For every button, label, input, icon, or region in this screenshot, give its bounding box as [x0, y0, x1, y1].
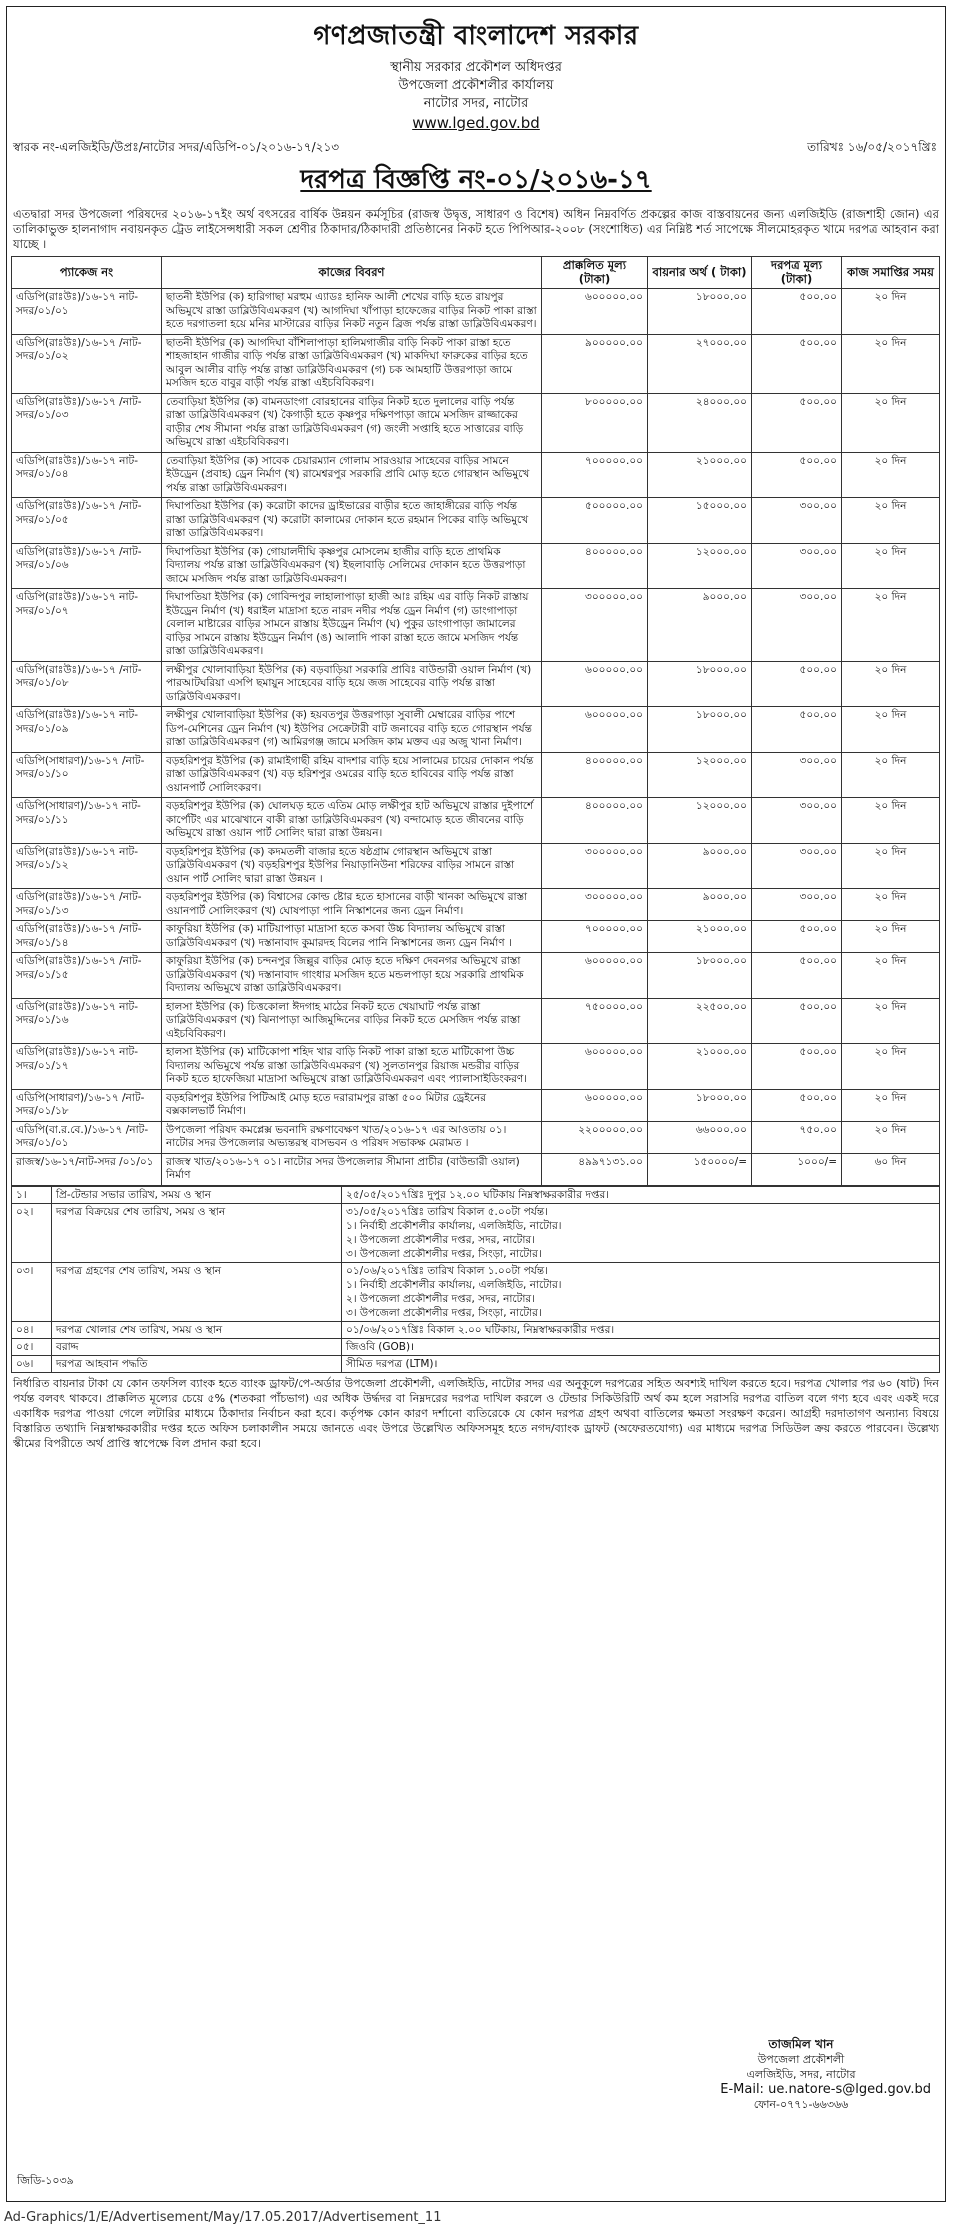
- table-row: [12, 1153, 940, 1185]
- col-header-package: প্যাকেজ নং: [12, 257, 162, 289]
- estimate-cell: ২২০০০০০.০০: [542, 1121, 648, 1153]
- earnest-cell: ১২০০০.০০: [648, 798, 752, 844]
- time-cell: ২০ দিন: [842, 543, 940, 589]
- earnest-cell: ৯০০০.০০: [648, 843, 752, 889]
- schedule-table: [11, 1186, 940, 1373]
- table-row: [12, 707, 940, 753]
- website-link[interactable]: www.lged.gov.bd: [412, 114, 540, 132]
- schedule-detail-line: ২। উপজেলা প্রকৌশলীর দপ্তর, সদর, নাটোর।: [346, 1292, 535, 1305]
- schedule-detail: [342, 1203, 940, 1262]
- schedule-detail-line: ২। উপজেলা প্রকৌশলীর দপ্তর, সদর, নাটোর।: [346, 1233, 535, 1246]
- col-header-description: কাজের বিবরণ: [162, 257, 542, 289]
- package-cell: এডিপি(রাঃউঃ)/১৬-১৭ /নাট-সদর/০১/০৬: [12, 543, 162, 589]
- package-cell: এডিপি(রাঃউঃ)/১৬-১৭ /নাট-সদর/০১/০৫: [12, 498, 162, 544]
- fee-cell: ৫০০.০০: [752, 998, 842, 1044]
- table-row: [12, 1044, 940, 1090]
- fee-cell: ৩০০.০০: [752, 498, 842, 544]
- earnest-cell: ৬৬০০০.০০: [648, 1121, 752, 1153]
- fee-cell: ৫০০.০০: [752, 953, 842, 999]
- col-header-fee: দরপত্র মূল্য (টাকা): [752, 257, 842, 289]
- table-row: [12, 543, 940, 589]
- package-cell: এডিপি(রাঃউঃ)/১৬-১৭ নাট-সদর/০১/১৭: [12, 1044, 162, 1090]
- package-cell: এডিপি(সাধারণ)/১৬-১৭ /নাট-সদর/০১/১৮: [12, 1089, 162, 1121]
- schedule-row: [12, 1321, 940, 1338]
- table-row: [12, 589, 940, 662]
- signature-block: [671, 2037, 931, 2112]
- schedule-label: দরপত্র আহবান পদ্ধতি: [52, 1355, 342, 1372]
- time-cell: ২০ দিন: [842, 452, 940, 498]
- schedule-number: ০৬।: [12, 1355, 52, 1372]
- schedule-row: [12, 1262, 940, 1321]
- earnest-cell: ২১০০০.০০: [648, 1044, 752, 1090]
- earnest-cell: ১৮০০০.০০: [648, 707, 752, 753]
- fee-cell: ৫০০.০০: [752, 707, 842, 753]
- earnest-cell: ৯০০০.০০: [648, 589, 752, 662]
- fee-cell: ৭৫০.০০: [752, 1121, 842, 1153]
- description-cell: হালসা ইউপির (ক) মাটিকোপা শহিদ খার বাড়ি নিকট পাকা রাস্তা হতে মাটিকোপা উচ্চ বিদ্যালয় অভিমুখে পর্যন্ত রাস্তা ডাব্লিউবিএমকরণ (খ) সুলতানপুর রিয়াজ মন্ডরীর বাড়ির নিকট হতে হাফেজিয়া মাদ্রাসা অভিমুখে রাস্তা ডাব্লিউবিএমকরণ এবং প্যালাসাইডিংকরণ।: [162, 1044, 542, 1090]
- time-cell: ২০ দিন: [842, 707, 940, 753]
- fee-cell: ৫০০.০০: [752, 921, 842, 953]
- package-cell: এডিপি(রাঃউঃ)/১৬-১৭ /নাট-সদর/০১/১৩: [12, 889, 162, 921]
- package-cell: এডিপি(রাঃউঃ)/১৬-১৭ নাট-সদর/০১/০৭: [12, 589, 162, 662]
- schedule-number: ০৫।: [12, 1338, 52, 1355]
- description-cell: ছাতনী ইউপির (ক) আগদিঘা বাঁশিলাপাড়া হালিমগাজীর বাড়ি নিকট পাকা রাস্তা হতে শাহজাহান গাজীর বাড়ি পর্যন্ত রাস্তা ডাব্লিউবিএমকরণ (খ) মাকদিঘা ফারুকের বাড়ির হতে আবুল আলীর বাড়ি পর্যন্ত রাস্তা ডাব্লিউবিএমকরণ (গ) চক আমহাটি উত্তরপাড়া জামে মসজিদ হতে বাবুর বাড়ী পর্যন্ত রাস্তা এইচবিবিকরণ।: [162, 334, 542, 393]
- fee-cell: ৫০০.০০: [752, 452, 842, 498]
- col-header-time: কাজ সমাপ্তির সময়: [842, 257, 940, 289]
- time-cell: ২০ দিন: [842, 998, 940, 1044]
- time-cell: ২০ দিন: [842, 393, 940, 452]
- package-cell: এডিপি(রাঃউঃ)/১৬-১৭ /নাট-সদর/০১/১৪: [12, 921, 162, 953]
- table-row: [12, 1121, 940, 1153]
- fee-cell: ৫০০.০০: [752, 1044, 842, 1090]
- description-cell: লক্ষীপুর খোলাবাড়িয়া ইউপির (ক) বড়বাড়িয়া সরকারি প্রাবিঃ বাউন্ডারী ওয়াল নির্মাণ (খ) পারআটঘরিয়া এসপি ছমায়ুন সাহেবের বাড়ি হয়ে জজ সাহেবের বাড়ি পর্যন্ত রাস্তা ডাব্লিউবিএমকরণ।: [162, 661, 542, 707]
- memo-number: স্বারক নং-এলজিইডি/উপ্রঃ/নাটোর সদর/এডিপি-০১/২০১৬-১৭/২১৩: [13, 140, 340, 154]
- estimate-cell: ৬০০০০০.০০: [542, 707, 648, 753]
- description-cell: তেবাড়িয়া ইউপির (ক) বামনডাংগা বোরহানের বাড়ির নিকট হতে দুলালের বাড়ি পর্যন্ত রাস্তা ডাব্লিউবিএমকরণ (খ) কৈগাড়ী হতে কৃষ্ণপুর দক্ষিণপাড়া জামে মসজিদ রাজ্জাকের বাড়ীর শেষ সীমানা পর্যন্ত রাস্তা ডাব্লিউবিএমকরণ (গ) জংলী সপ্তাহি হতে সাত্তারের বাড়ি অভিমুখে রাস্তা এইচবিবিকরণ।: [162, 393, 542, 452]
- time-cell: ২০ দিন: [842, 889, 940, 921]
- earnest-cell: ১৫০০০.০০: [648, 498, 752, 544]
- description-cell: হালসা ইউপির (ক) চিত্তকোলা ঈদগাহ মাঠের নিকট হতে খেয়াঘাট পর্যন্ত রাস্তা ডাব্লিউবিএমকরণ (খ) ঝিনাপাড়া আজিমুদ্দিনের বাড়ির নিকট হতে মেসজিদ পর্যন্ত রাস্তা এইচবিবিকরণ।: [162, 998, 542, 1044]
- earnest-cell: ১২০০০.০০: [648, 543, 752, 589]
- description-cell: লক্ষীপুর খোলাবাড়িয়া ইউপির (ক) হয়বতপুর উত্তরপাড়া সুবালী মেম্বারের বাড়ির পাশে ডিপ-মেশিনের ড্রেন নির্মাণ (খ) ইউপির সেক্রেটারী বাট জনাবের বাড়ি হতে গোরস্থান পর্যন্ত রাস্তা ডাব্লিউবিএমকরণ (গ) আমিরগঞ্জ জামে মসজিদ কাম মক্তব এর অজু খানা নির্মাণ।: [162, 707, 542, 753]
- schedule-detail: [342, 1262, 940, 1321]
- col-header-earnest: বায়নার অর্থ ( টাকা): [648, 257, 752, 289]
- package-cell: এডিপি(রাঃউঃ)/১৬-১৭ /নাট-সদর/০১/১৫: [12, 953, 162, 999]
- schedule-label: বরাদ্দ: [52, 1338, 342, 1355]
- time-cell: ২০ দিন: [842, 1044, 940, 1090]
- signatory-name: তাজমিল খান: [768, 2037, 834, 2051]
- schedule-label: দরপত্র গ্রহণের শেষ তারিখ, সময় ও স্থান: [52, 1262, 342, 1321]
- signatory-office: এলজিইডি, সদর, নাটোর: [746, 2068, 856, 2081]
- fee-cell: ১০০০/=: [752, 1153, 842, 1185]
- time-cell: ২০ দিন: [842, 289, 940, 335]
- intro-paragraph: এতদ্বারা সদর উপজেলা পরিষদের ২০১৬-১৭ইং অর্থ বৎসরের বার্ষিক উন্নয়ন কর্মসূচির (রাজস্ব উদ্বৃত্ত, সাধারণ ও বিশেষ) অধিন নিম্নবর্ণিত প্রকল্পের কাজ বাস্তবায়নের জন্য এলজিইডি (রাজশাহী জোন) এর তালিকাভুক্ত হালনাগাদ নবায়নকৃত ট্রেড লাইসেন্সধারী সকল শ্রেণীর ঠিকাদার/ঠিকাদারী প্রতিষ্ঠানের নিকট হতে পিপিআর-২০০৮ (সংশোধিত) এর নিম্নিষ্ট শর্ত সাপেক্ষে সীলমোহরকৃত খামে দরপত্র আহবান করা যাচ্ছে ।: [13, 207, 939, 251]
- package-cell: এডিপি(রাঃউঃ)/১৬-১৭ নাট-সদর/০১/১২: [12, 843, 162, 889]
- notice-title: দরপত্র বিজ্ঞপ্তি নং-০১/২০১৬-১৭: [300, 165, 652, 195]
- package-cell: এডিপি(বা.র.বে.)/১৬-১৭ /নাট-সদর/০১/০১: [12, 1121, 162, 1153]
- schedule-label: দরপত্র বিক্রয়ের শেষ তারিখ, সময় ও স্থান: [52, 1203, 342, 1262]
- table-header-row: [12, 257, 940, 289]
- description-cell: বড়হরিশপুর ইউপির (ক) ঘোলঘড় হতে এতিম মোড় লক্ষীপুর হাট অভিমুখে রাস্তার দুইপার্শে কার্পেটিং এর মাঝেখানে বাকী রাস্তা ডাব্লিউবিএমকরণ (খ) বন্দামোড় হতে জীবনের বাড়ি অভিমুখে রাস্তা ওয়ান পার্ট সোলিং দ্বারা রাস্তা উন্নয়ন।: [162, 798, 542, 844]
- signatory-phone: ফোন-০৭৭১-৬৬৩৬৬: [753, 2098, 849, 2111]
- notice-date: তারিখঃ ১৬/০৫/২০১৭খ্রিঃ: [807, 140, 937, 154]
- time-cell: ২০ দিন: [842, 334, 940, 393]
- earnest-cell: ২৭০০০.০০: [648, 334, 752, 393]
- schedule-row: [12, 1203, 940, 1262]
- description-cell: বড়হরিশপুর ইউপির (ক) রামাইগাছী রহিম বাদশার বাড়ি হয়ে সালামের চায়ের দোকান পর্যন্ত রাস্তা ডাব্লিউবিএমকরণ (খ) বড় হরিশপুর ওমরের বাড়ি হতে হাবিবের বাড়ি পর্যন্ত রাস্তা ওয়ানপার্ট সোলিংকরণ।: [162, 752, 542, 798]
- earnest-cell: ১৫০০০০/=: [648, 1153, 752, 1185]
- time-cell: ২০ দিন: [842, 752, 940, 798]
- description-cell: উপজেলা পরিষদ কমপ্লেক্স ভবনাদি রক্ষণাবেক্ষণ খাত/২০১৬-১৭ এর আওতায় ০১। নাটোর সদর উপজেলার অভ্যন্তরস্থ বাসভবন ও পরিষদ সভাকক্ষ মেরামত ।: [162, 1121, 542, 1153]
- estimate-cell: ৪০০০০০.০০: [542, 752, 648, 798]
- description-cell: দিঘাপতিয়া ইউপির (ক) গোয়ালদীঘি কৃষ্ণপুর মোসলেম হাজীর বাড়ি হতে প্রাথমিক বিদ্যালয় পর্যন্ত রাস্তা ডাব্লিউবিএমকরণ (খ) ইছলাবাড়ি সেলিমের দোকান হতে উত্তরপাড়া জামে মসজিদ পর্যন্ত রাস্তা ডাব্লিউবিএমকরণ।: [162, 543, 542, 589]
- fee-cell: ৩০০.০০: [752, 752, 842, 798]
- table-row: [12, 334, 940, 393]
- fee-cell: ৫০০.০০: [752, 1089, 842, 1121]
- fee-cell: ৫০০.০০: [752, 661, 842, 707]
- package-cell: এডিপি(রাঃউঃ)/১৬-১৭ /নাট-সদর/০১/০৮: [12, 661, 162, 707]
- schedule-detail: [342, 1338, 940, 1355]
- description-cell: কাফুরিয়া ইউপির (ক) মাটিয়াপাড়া মাদ্রাসা হতে কসবা উচ্চ বিদ্যালয় অভিমুখে রাস্তা ডাব্লিউবিএমকরণ (খ) দস্তানাবাদ কুমারদহ বিলের পানি নিস্কাশনের জন্য ড্রেন নির্মাণ ।: [162, 921, 542, 953]
- ad-code: জিডি-১০৩৯: [17, 2174, 74, 2187]
- schedule-number: ০২।: [12, 1203, 52, 1262]
- schedule-detail-line: ৩। উপজেলা প্রকৌশলীর দপ্তর, সিংড়া, নাটোর।: [346, 1306, 542, 1319]
- table-row: [12, 953, 940, 999]
- fee-cell: ৩০০.০০: [752, 589, 842, 662]
- time-cell: ২০ দিন: [842, 661, 940, 707]
- time-cell: ২০ দিন: [842, 589, 940, 662]
- estimate-cell: ৬০০০০০.০০: [542, 953, 648, 999]
- earnest-cell: ১২০০০.০০: [648, 752, 752, 798]
- table-row: [12, 843, 940, 889]
- table-row: [12, 752, 940, 798]
- package-table: [11, 256, 940, 1186]
- package-cell: এডিপি(রাঃউঃ)/১৬-১৭ নাট-সদর/০১/১৬: [12, 998, 162, 1044]
- description-cell: কাফুরিয়া ইউপির (ক) চন্দনপুর জিল্লুর বাড়ির মোড় হতে দক্ষিণ দেবনগর অভিমুখে রাস্তা ডাব্লিউবিএমকরণ (খ) দস্তানাবাদ গাংধার মসজিদ হতে মন্ডলপাড়া হয়ে সরকারি প্রাথমিক বিদ্যালয় অভিমুখে রাস্তা ডাব্লিউবিএমকরণ।: [162, 953, 542, 999]
- fee-cell: ৩০০.০০: [752, 843, 842, 889]
- schedule-detail: [342, 1355, 940, 1372]
- estimate-cell: ৬০০০০০.০০: [542, 1089, 648, 1121]
- fee-cell: ৩০০.০০: [752, 543, 842, 589]
- estimate-cell: ৬০০০০০.০০: [542, 661, 648, 707]
- table-row: [12, 1089, 940, 1121]
- package-cell: এডিপি(রাঃউঃ)/১৬-১৭ /নাট-সদর/০১/০২: [12, 334, 162, 393]
- schedule-row: [12, 1338, 940, 1355]
- reference-row: [7, 135, 945, 157]
- estimate-cell: ৪৯৯৭১৩১.০০: [542, 1153, 648, 1185]
- time-cell: ২০ দিন: [842, 843, 940, 889]
- office-name: উপজেলা প্রকৌশলীর কার্যালয়: [398, 78, 554, 93]
- schedule-label: দরপত্র খোলার শেষ তারিখ, সময় ও স্থান: [52, 1321, 342, 1338]
- description-cell: বড়হরিশপুর ইউপির (ক) বিশ্বাসের কোল্ড ষ্টোর হতে হাসানের বাড়ী খানকা অভিমুখে রাস্তা ওয়ানপার্ট সোলিংকরণ (খ) ঘোষপাড়া পানি নিস্কাশনের জন্য ড্রেন নির্মাণ।: [162, 889, 542, 921]
- estimate-cell: ৬০০০০০.০০: [542, 1044, 648, 1090]
- department-name: স্থানীয় সরকার প্রকৌশল অধিদপ্তর: [390, 60, 562, 75]
- earnest-cell: ১৮০০০.০০: [648, 661, 752, 707]
- time-cell: ২০ দিন: [842, 953, 940, 999]
- estimate-cell: ৭৫০০০০.০০: [542, 998, 648, 1044]
- time-cell: ২০ দিন: [842, 1089, 940, 1121]
- schedule-label: প্রি-টেন্ডার সভার তারিখ, সময় ও স্থান: [52, 1186, 342, 1203]
- description-cell: ছাতনী ইউপির (ক) হারিগাছা মরহুম এ্যাডঃ হানিফ আলী শেখের বাড়ি হতে রায়পুর অভিমুখে রাস্তা ডাব্লিউবিএমকরণ (খ) আগদিঘা খাঁপাড়া হাফেজের বাড়ির নিকট পাকা রাস্তা হতে দরগাতলা হয়ে মনির মাস্টারের বাড়ির নিকট নতুন ব্রিজ পর্যন্ত রাস্তা ডাব্লিউবিএমকরণ।: [162, 289, 542, 335]
- table-row: [12, 452, 940, 498]
- time-cell: ২০ দিন: [842, 1121, 940, 1153]
- table-row: [12, 889, 940, 921]
- schedule-detail-line: সীমিত দরপত্র (LTM)।: [346, 1357, 438, 1370]
- schedule-detail-line: ১। নির্বাহী প্রকৌশলীর কার্যালয়, এলজিইডি, নাটোর।: [346, 1219, 562, 1232]
- table-row: [12, 661, 940, 707]
- time-cell: ২০ দিন: [842, 498, 940, 544]
- fee-cell: ৫০০.০০: [752, 334, 842, 393]
- fee-cell: ৫০০.০০: [752, 289, 842, 335]
- col-header-estimate: প্রাক্কলিত মূল্য (টাকা): [542, 257, 648, 289]
- table-row: [12, 921, 940, 953]
- schedule-detail: [342, 1321, 940, 1338]
- estimate-cell: ৭০০০০০.০০: [542, 452, 648, 498]
- earnest-cell: ১৮০০০.০০: [648, 1089, 752, 1121]
- description-cell: তেবাড়িয়া ইউপির (ক) সাবেক চেয়ারম্যান গোলাম সারওয়ার সাহেবের বাড়ির সামনে ইউড্রেন (প্রবাহ) ড্রেন নির্মাণ (খ) রামেশ্বরপুর সরকারি প্রাবি মোড় হতে গোরস্থান অভিমুখে পর্যন্ত রাস্তা ডাব্লিউবিএমকরণ।: [162, 452, 542, 498]
- signatory-designation: উপজেলা প্রকৌশলী: [757, 2053, 845, 2066]
- description-cell: দিঘাপতিয়া ইউপির (ক) করোটা কাদের ড্রাইভারের বাড়ীর হতে জাহাঙ্গীরের বাড়ি পর্যন্ত রাস্তা ডাব্লিউবিএমকরণ (খ) করোটা কালামের দোকান হতে রহমান পিকের বাড়ি অভিমুখে রাস্তা ডাব্লিউবিএমকরণ।: [162, 498, 542, 544]
- package-cell: এডিপি(রাঃউঃ)/১৬-১৭ নাট-সদর/০১/০৪: [12, 452, 162, 498]
- fee-cell: ৩০০.০০: [752, 798, 842, 844]
- package-cell: এডিপি(সাধারণ)/১৬-১৭ /নাট-সদর/০১/১০: [12, 752, 162, 798]
- package-cell: এডিপি(সাধারণ)/১৬-১৭ নাট-সদর/০১/১১: [12, 798, 162, 844]
- estimate-cell: ৪০০০০০.০০: [542, 798, 648, 844]
- estimate-cell: ৭০০০০০.০০: [542, 921, 648, 953]
- earnest-cell: ১৮০০০.০০: [648, 953, 752, 999]
- schedule-row: [12, 1186, 940, 1203]
- package-cell: রাজস্ব/১৬-১৭/নাট-সদর /০১/০১: [12, 1153, 162, 1185]
- tender-notice-page: [6, 6, 946, 2202]
- fee-cell: ৩০০.০০: [752, 889, 842, 921]
- package-cell: এডিপি(রাঃউঃ)/১৬-১৭ /নাট-সদর/০১/০৩: [12, 393, 162, 452]
- schedule-detail-line: ৩১/০৫/২০১৭খ্রিঃ তারিখ বিকাল ৫.০০টা পর্যন্ত।: [346, 1205, 548, 1218]
- table-row: [12, 798, 940, 844]
- earnest-cell: ৯০০০.০০: [648, 889, 752, 921]
- earnest-cell: ১৮০০০.০০: [648, 289, 752, 335]
- schedule-number: ১।: [12, 1186, 52, 1203]
- package-cell: এডিপি(রাঃউঃ)/১৬-১৭ নাট-সদর/০১/০৯: [12, 707, 162, 753]
- schedule-detail-line: ০১/০৬/২০১৭খ্রিঃ তারিখ বিকাল ১.০০টা পর্যন্ত।: [346, 1264, 548, 1277]
- schedule-number: ০৩।: [12, 1262, 52, 1321]
- fee-cell: ৫০০.০০: [752, 393, 842, 452]
- earnest-cell: ২১০০০.০০: [648, 452, 752, 498]
- terms-paragraph: নির্ধারিত বায়নার টাকা যে কোন তফসিল ব্যাংক হতে ব্যাংক ড্রাফট/পে-অর্ডার উপজেলা প্রকৌশলী, এলজিইডি, নাটোর সদর এর অনুকূলে দরপত্রের সহিত অবশ্যই দাখিল করতে হবে। দরপত্র খোলার পর ৬০ (ষাট) দিন পর্যন্ত বলবৎ থাকবে। প্রাক্কলিত মূল্যের চেয়ে ৫% (শতকরা পাঁচভাগ) এর অধিক উর্দ্ধদর বা নিম্নদরের দরপত্র দাখিল করলে ও টেন্ডার সিকিউরিটি অর্থ কম হলে সরাসরি দরপত্র বাতিল বলে গণ্য হবে এবং একই দরে একাধিক দরপত্র পাওয়া গেলে লটারির মাধ্যমে ঠিকাদার নির্বাচন করা হবে। কর্তৃপক্ষ কোন কারণ দর্শানো ব্যতিরেকে যে কোন দরপত্র গ্রহণ অথবা বাতিলের ক্ষমতা সংরক্ষণ করেন। আগ্রহী দরদাতাগণ অন্যান্য বিষয়ে বিস্তারিত তথ্যাদি নিম্নস্বাক্ষরকারীর দপ্তর হতে অফিস চলাকালীন সময়ে জানতে এবং উপরে উল্লেখিত অফিসসমূহ হতে নগদ/ব্যাংক ড্রাফট (অফেরতযোগ্য) এর মাধ্যমে দরপত্র সিডিউল ক্রয় করতে পারবেন। উল্লেখ্য স্কীমের বিপরীতে অর্থ প্রাপ্তি স্বাপেক্ষে বিল প্রদান করা হবে।: [13, 1376, 939, 1450]
- estimate-cell: ৩০০০০০.০০: [542, 889, 648, 921]
- schedule-detail-line: ০১/০৬/২০১৭খ্রিঃ বিকাল ২.০০ ঘটিকায়, নিম্নস্বাক্ষরকারীর দপ্তর।: [346, 1323, 615, 1336]
- table-row: [12, 289, 940, 335]
- table-row: [12, 393, 940, 452]
- table-row: [12, 998, 940, 1044]
- schedule-detail: [342, 1186, 940, 1203]
- estimate-cell: ৪০০০০০.০০: [542, 543, 648, 589]
- description-cell: বড়হরিশপুর ইউপির (ক) কদমতলী বাজার হতে ষষ্ঠগ্রাম গোরস্থান অভিমুখে রাস্তা ডাব্লিউবিএমকরণ (খ) বড়হরিশপুর ইউপির নিয়াড়ানিউনা শরিফের বাড়ির সামনে রাস্তা ওয়ান পার্ট সোলিং দ্বারা রাস্তা উন্নয়ন ।: [162, 843, 542, 889]
- letterhead: [7, 15, 945, 133]
- estimate-cell: ৬০০০০০.০০: [542, 289, 648, 335]
- office-location: নাটোর সদর, নাটোর: [423, 96, 529, 111]
- earnest-cell: ২২৫০০.০০: [648, 998, 752, 1044]
- schedule-detail-line: ৩। উপজেলা প্রকৌশলীর দপ্তর, সিংড়া, নাটোর।: [346, 1247, 542, 1260]
- earnest-cell: ২৪০০০.০০: [648, 393, 752, 452]
- bottom-file-path: Ad-Graphics/1/E/Advertisement/May/17.05.2017/Advertisement_11: [4, 2210, 442, 2225]
- government-title: গণপ্রজাতন্ত্রী বাংলাদেশ সরকার: [313, 21, 639, 51]
- estimate-cell: ৯০০০০০.০০: [542, 334, 648, 393]
- package-cell: এডিপি(রাঃউঃ)/১৬-১৭ নাট-সদর/০১/০১: [12, 289, 162, 335]
- estimate-cell: ৮০০০০০.০০: [542, 393, 648, 452]
- schedule-detail-line: ১। নির্বাহী প্রকৌশলীর কার্যালয়, এলজিইডি, নাটোর।: [346, 1278, 562, 1291]
- schedule-row: [12, 1355, 940, 1372]
- description-cell: দিঘাপতিয়া ইউপির (ক) গোবিন্দপুর লাহালাপাড়া হাজী আঃ রহিম এর বাড়ি নিকট রাস্তায় ইউড্রেন নির্মাণ (খ) ধরাইল মাদ্রাসা হতে নারদ নদীর পর্যন্ত ড্রেন নির্মাণ (গ) ডাংগাপাড়া বেলাল মাষ্টারের বাড়ির সামনে রাস্তায় ইউড্রেন নির্মাণ (ঘ) পুকুর ডাংগাপাড়া জামালের বাড়ির সামনে রাস্তায় ইউড্রেন নির্মাণ (ঙ) আলাদি পাকা রাস্তা হতে জামে মসজিদ পর্যন্ত রাস্তা ডাব্লিউবিএমকরণ।: [162, 589, 542, 662]
- earnest-cell: ২১০০০.০০: [648, 921, 752, 953]
- description-cell: রাজস্ব খাত/২০১৬-১৭ ০১। নাটোর সদর উপজেলার সীমানা প্রাচীর (বাউন্ডারী ওয়াল) নির্মাণ: [162, 1153, 542, 1185]
- schedule-detail-line: জিওবি (GOB)।: [346, 1340, 415, 1353]
- description-cell: বড়হরিশপুর ইউপির পিটিআই মোড় হতে দরারামপুর রাস্তা ৫০০ মিটার ড্রেইনের বক্সকালভার্ট নির্মাণ।: [162, 1089, 542, 1121]
- time-cell: ২০ দিন: [842, 798, 940, 844]
- time-cell: ২০ দিন: [842, 921, 940, 953]
- table-row: [12, 498, 940, 544]
- schedule-detail-line: ২৫/০৫/২০১৭খ্রিঃ দুপুর ১২.০০ ঘটিকায় নিম্নস্বাক্ষরকারীর দপ্তর।: [346, 1188, 610, 1201]
- estimate-cell: ৩০০০০০.০০: [542, 589, 648, 662]
- estimate-cell: ৫০০০০০.০০: [542, 498, 648, 544]
- estimate-cell: ৩০০০০০.০০: [542, 843, 648, 889]
- time-cell: ৬০ দিন: [842, 1153, 940, 1185]
- schedule-number: ০৪।: [12, 1321, 52, 1338]
- signatory-email[interactable]: E-Mail: ue.natore-s@lged.gov.bd: [720, 2082, 931, 2097]
